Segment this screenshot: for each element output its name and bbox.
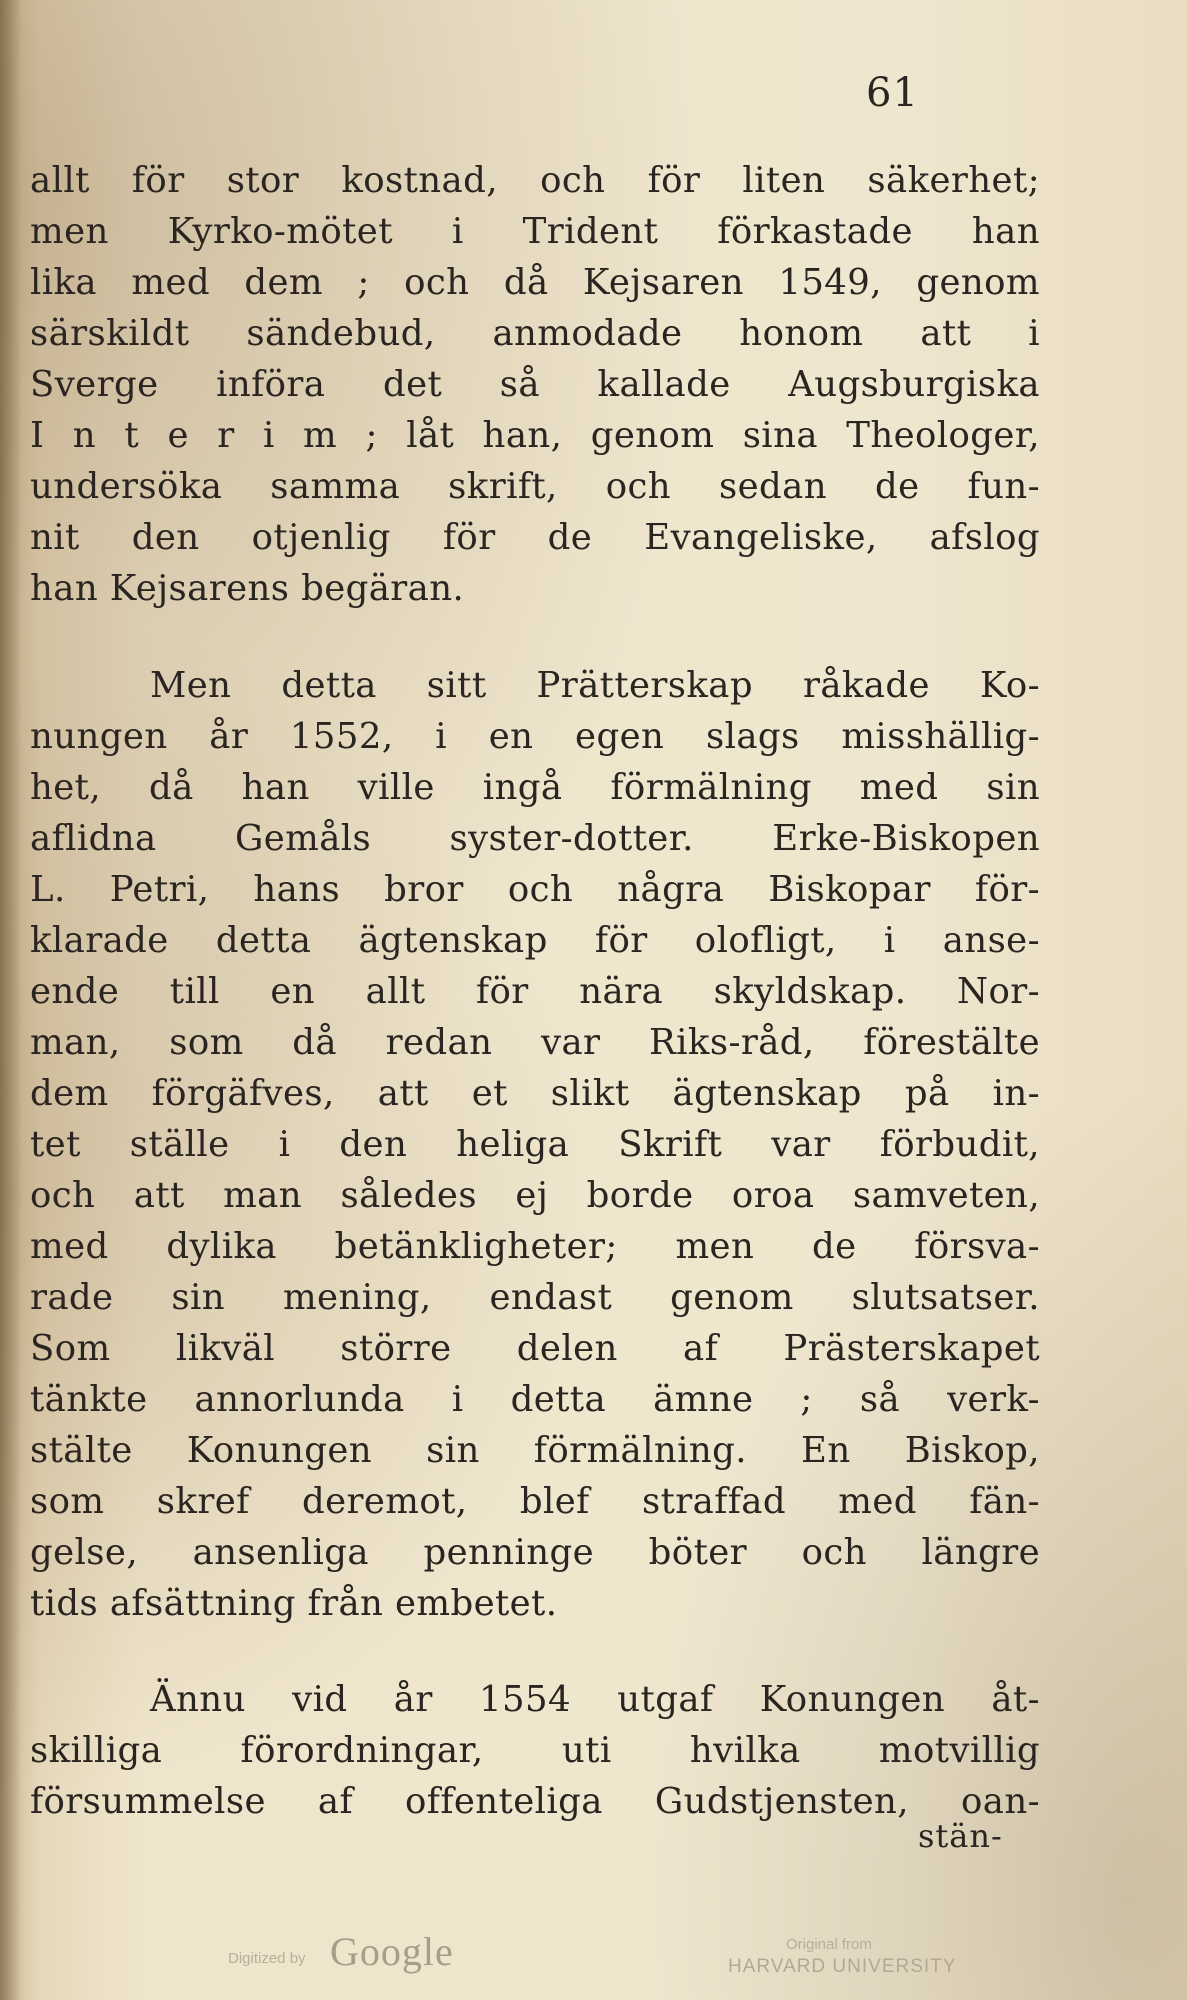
text-line: man, som då redan var Riks-råd, förestälte [30, 1022, 1040, 1063]
text-line: rade sin mening, endast genom slutsatser. [30, 1277, 1040, 1318]
text-line: skilliga förordningar, uti hvilka motvillig [30, 1730, 1040, 1771]
text-line: han Kejsarens begäran. [30, 568, 465, 609]
text-line: men Kyrko-mötet i Trident förkastade han [30, 211, 1040, 252]
text-line: särskildt sändebud, anmodade honom att i [30, 313, 1040, 354]
text-line: tet ställe i den heliga Skrift var förbudit, [30, 1124, 1040, 1165]
text-line: stälte Konungen sin förmälning. En Biskop, [30, 1430, 1040, 1471]
text-line: L. Petri, hans bror och några Biskopar för- [30, 869, 1040, 910]
catchword: stän- [918, 1817, 1003, 1855]
text-line: Som likväl större delen af Prästerskapet [30, 1328, 1040, 1369]
google-logo: Google [330, 1929, 454, 1974]
text-line: I n t e r i m ; låt han, genom sina Theologer, [30, 415, 1040, 456]
text-line: lika med dem ; och då Kejsaren 1549, genom [30, 262, 1040, 303]
text-line: nit den otjenlig för de Evangeliske, afslog [30, 517, 1040, 558]
text-line: undersöka samma skrift, och sedan de fun- [30, 466, 1040, 507]
text-line: ende till en allt för nära skyldskap. Nor- [30, 971, 1040, 1012]
text-line: med dylika betänkligheter; men de försva- [30, 1226, 1040, 1267]
paragraph-start: Ännu vid år 1554 utgaf Konungen åt- [150, 1679, 1040, 1720]
binding-shadow [0, 0, 22, 2000]
library-name: HARVARD UNIVERSITY [728, 1956, 957, 1977]
text-line: som skref deremot, blef straffad med fän- [30, 1481, 1040, 1522]
paragraph-start: Men detta sitt Prätterskap råkade Ko- [150, 665, 1040, 706]
text-line: klarade detta ägtenskap för olofligt, i anse- [30, 920, 1040, 961]
text-line: försummelse af offenteliga Gudstjensten, oan- [30, 1781, 1040, 1822]
text-line: tänkte annorlunda i detta ämne ; så verk- [30, 1379, 1040, 1420]
digitized-by-label: Digitized by [228, 1950, 306, 1967]
text-line: allt för stor kostnad, och för liten säkerhet; [30, 160, 1040, 201]
text-line: aflidna Gemåls syster-dotter. Erke-Biskopen [30, 818, 1040, 859]
text-line: tids afsättning från embetet. [30, 1583, 558, 1624]
original-from-label: Original from [786, 1936, 872, 1953]
text-line: gelse, ansenliga penninge böter och längre [30, 1532, 1040, 1573]
text-line: het, då han ville ingå förmälning med sin [30, 767, 1040, 808]
text-line: och att man således ej borde oroa samveten, [30, 1175, 1040, 1216]
page-number: 61 [866, 70, 919, 116]
text-line: dem förgäfves, att et slikt ägtenskap på in- [30, 1073, 1040, 1114]
text-line: Sverge införa det så kallade Augsburgiska [30, 364, 1040, 405]
text-line: nungen år 1552, i en egen slags misshällig- [30, 716, 1040, 757]
